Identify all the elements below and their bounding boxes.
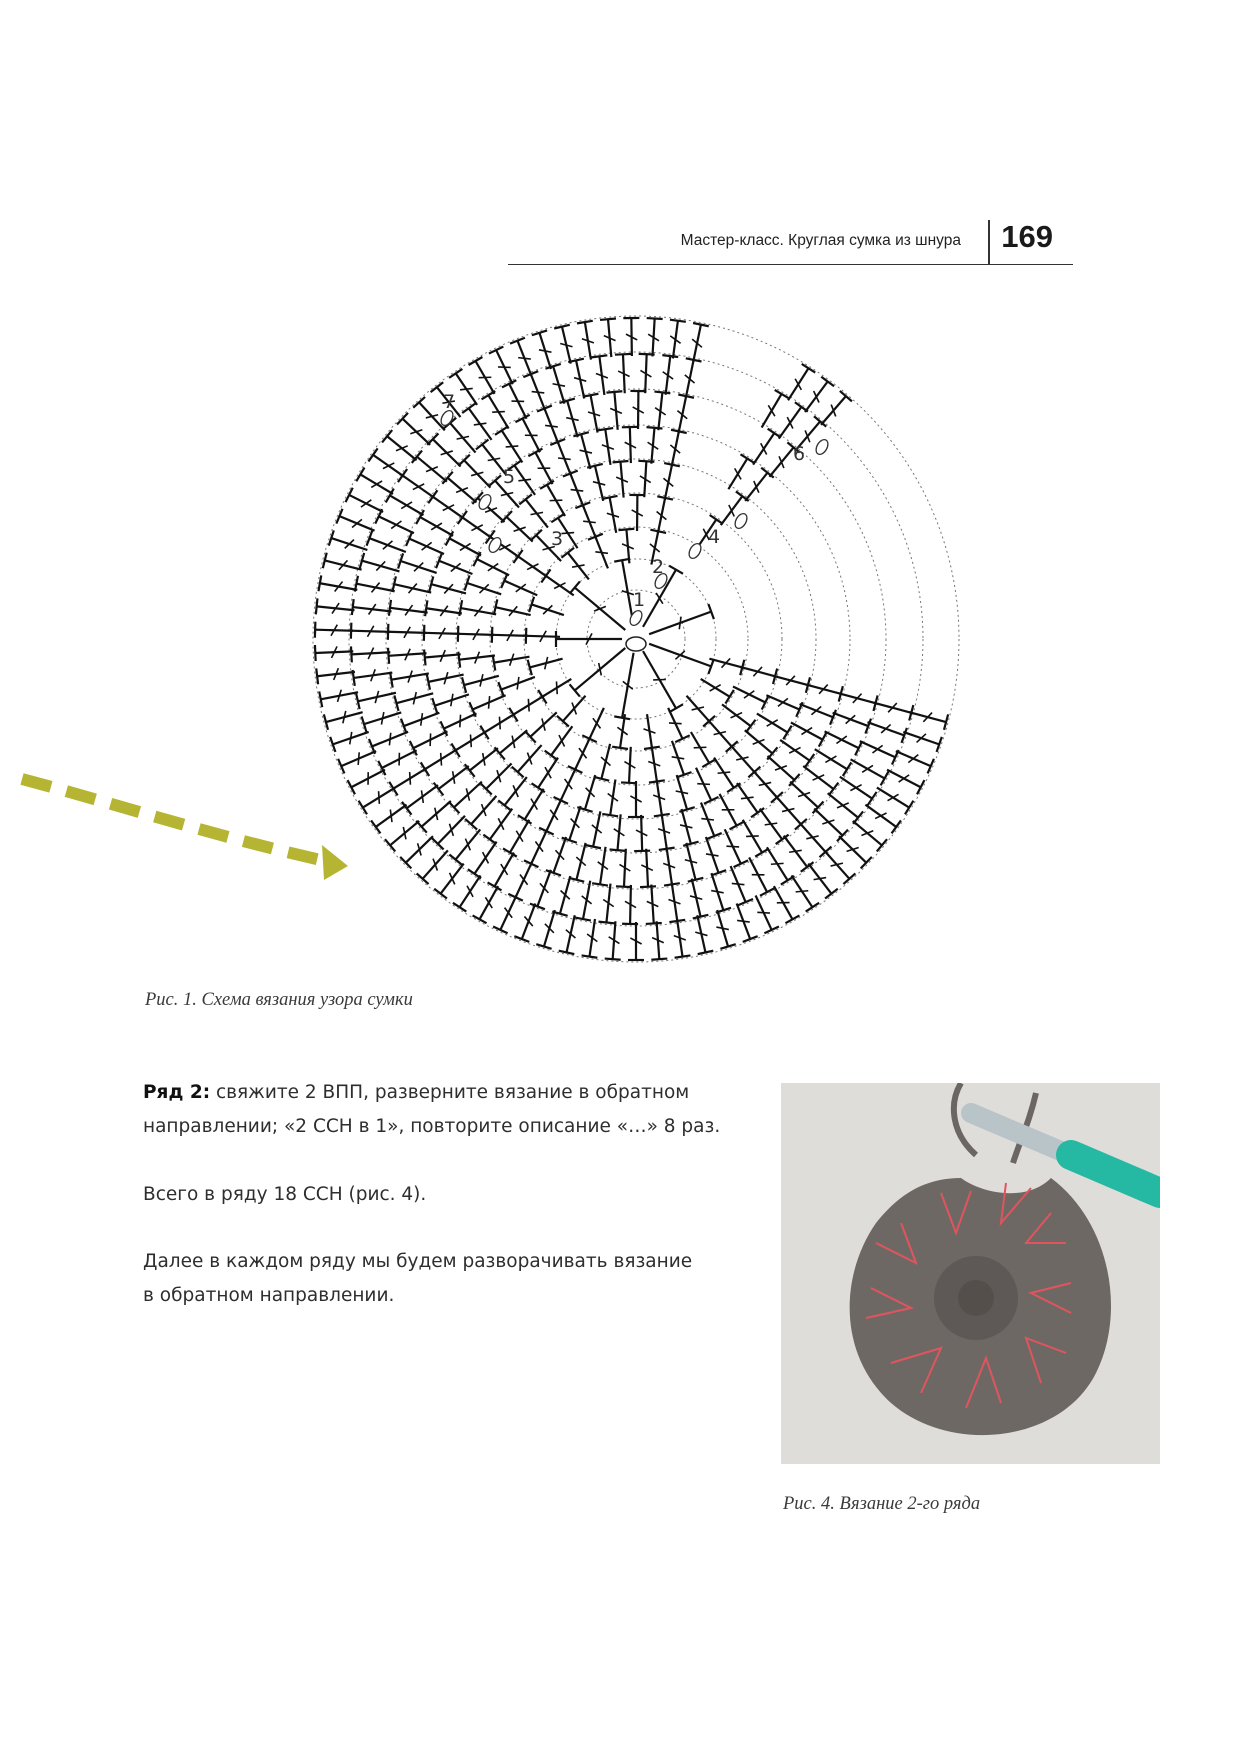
stitch-mark-87 — [811, 707, 821, 715]
stitch-top-33 — [621, 782, 637, 783]
stitch-top-30 — [702, 759, 716, 767]
stitch-mark-181 — [881, 725, 890, 734]
chain-symbols — [439, 409, 831, 651]
arrow-head — [322, 845, 348, 880]
stitch-top-51 — [710, 515, 723, 524]
stitch-top-198 — [575, 918, 591, 921]
page-number: 169 — [1001, 219, 1053, 254]
stitch-top-10 — [725, 690, 733, 704]
stitch-top-14 — [612, 747, 628, 749]
stitch-mark-293 — [460, 388, 473, 389]
stitch-top-204 — [449, 855, 461, 865]
stitch-mark-272 — [379, 791, 380, 804]
stitch-mark-210 — [389, 733, 390, 746]
stitch-top-245 — [892, 820, 901, 833]
stitch-mark-189 — [771, 863, 784, 864]
stitch-mark-223 — [426, 467, 438, 472]
stitch-mark-242 — [908, 755, 918, 763]
stitch-mark-253 — [737, 920, 750, 922]
stitch-top-233 — [615, 354, 631, 355]
row-2-text-line-1: свяжите 2 ВПП, разверните вязание в обратном — [210, 1082, 690, 1103]
stitch-mark-58 — [697, 784, 710, 785]
stitch-mark-108 — [451, 694, 453, 707]
stitch-mark-285 — [352, 519, 362, 527]
stitch-mark-152 — [453, 771, 455, 784]
stitch-symbols — [315, 318, 948, 960]
magic-ring — [626, 637, 646, 651]
stitch-top-214 — [351, 646, 352, 662]
dashed-arrow-shaft — [22, 779, 330, 862]
stitch-mark-57 — [718, 772, 731, 773]
stitch-mark-137 — [746, 836, 759, 837]
stitch-mark-185 — [837, 803, 849, 808]
stitch-top-243 — [917, 780, 924, 794]
stitch-mark-200 — [540, 883, 548, 893]
stitch-top-216 — [352, 599, 354, 615]
stitch-mark-155 — [421, 713, 423, 726]
chain-loop-4 — [733, 512, 750, 531]
row-label-2: 2 — [652, 556, 665, 578]
stitch-mark-153 — [441, 753, 442, 766]
stitch-mark-23 — [595, 552, 608, 553]
stitch-top-178 — [768, 429, 781, 438]
stitch-top-259 — [605, 959, 621, 960]
stitch-top-142 — [640, 886, 656, 887]
stitch-mark-16 — [572, 703, 576, 715]
stitch-mark-103 — [513, 785, 518, 797]
stitch-top-169 — [495, 426, 508, 435]
stitch-mark-169 — [506, 446, 519, 447]
row-label-5: 5 — [503, 466, 516, 488]
row-2-text-line-2: направлении; «2 ССН в 1», повторите описание «…» 8 раз. — [143, 1116, 721, 1137]
stitch-mark-30 — [694, 747, 707, 748]
stitch-top-110 — [424, 650, 425, 666]
stitch-mark-188 — [789, 850, 802, 852]
stitch-top-7 — [669, 566, 683, 574]
stitch-mark-138 — [726, 846, 739, 847]
paragraph-next — [143, 1245, 763, 1313]
knitting-photo-image — [781, 1083, 1160, 1464]
stitch-mark-271 — [390, 810, 392, 823]
stitch-mark-139 — [706, 854, 719, 856]
row-label-1: 1 — [633, 589, 646, 611]
stitch-mark-114 — [451, 563, 461, 571]
stitch-top-279 — [315, 645, 316, 661]
stitch-top-143 — [616, 886, 632, 887]
stitch-mark-55 — [753, 739, 765, 744]
stitch-top-305 — [802, 364, 815, 373]
stitch-top-62 — [602, 814, 618, 816]
stitch-mark-8 — [679, 617, 681, 630]
stitch-mark-12 — [669, 723, 682, 724]
stitch-top-190 — [760, 888, 774, 895]
stitch-top-256 — [675, 955, 691, 957]
stitch-top-250 — [806, 903, 819, 912]
stitch-top-132 — [843, 762, 851, 776]
stitch-mark-69 — [489, 696, 490, 709]
stitch-mark-263 — [524, 916, 532, 926]
stitch-mark-117 — [485, 508, 497, 512]
stitch-mark-66 — [527, 753, 531, 765]
stitch-mark-246 — [861, 831, 873, 836]
chain-loop-7 — [814, 438, 831, 457]
stitch-mark-168 — [488, 458, 501, 460]
stitch-top-294 — [469, 357, 483, 365]
stitch-top-278 — [316, 668, 318, 684]
stitch-top-120 — [528, 449, 542, 457]
stitch-mark-5 — [594, 606, 606, 611]
stitch-mark-38 — [528, 699, 529, 712]
stitch-top-202 — [488, 882, 502, 890]
stitch-top-103 — [498, 800, 511, 810]
stitch-mark-226 — [474, 423, 487, 425]
stitch-top-1 — [669, 704, 683, 712]
stitch-top-158 — [388, 648, 389, 664]
stitch-mark-0 — [675, 651, 684, 659]
stitch-mark-94 — [701, 819, 714, 820]
row-2-heading: Ряд 2: — [143, 1082, 211, 1103]
stitch-top-22 — [561, 548, 574, 558]
stitch-mark-208 — [410, 772, 411, 785]
stitch-mark-295 — [498, 367, 511, 368]
stitch-mark-17 — [556, 681, 557, 694]
stitch-top-232 — [591, 355, 607, 357]
stitch-mark-39 — [517, 677, 519, 690]
stitch-mark-250 — [796, 891, 809, 892]
stitch-mark-121 — [558, 458, 571, 459]
stitch-mark-192 — [711, 891, 724, 893]
stitch-top-266 — [453, 903, 466, 912]
stitch-mark-47 — [583, 521, 596, 522]
stitch-mark-31 — [672, 757, 685, 759]
stitch-top-36 — [545, 751, 558, 760]
crochet-chart — [0, 300, 1240, 980]
stitch-top-2 — [614, 716, 630, 719]
dashed-arrow-icon — [22, 779, 348, 880]
stitch-top-184 — [868, 792, 877, 805]
stitch-top-24 — [618, 529, 634, 530]
stitch-top-289 — [382, 430, 392, 442]
stitch-top-160 — [389, 600, 391, 616]
figure-1-caption: Рис. 1. Схема вязания узора сумки — [145, 990, 413, 1010]
stitch-top-300 — [600, 319, 616, 320]
stitch-top-235 — [662, 355, 678, 357]
stitch-mark-229 — [532, 392, 545, 393]
stitch-mark-307 — [831, 405, 836, 417]
stitch-top-157 — [390, 672, 393, 688]
stitch-top-267 — [434, 889, 447, 899]
stitch-mark-207 — [421, 790, 423, 803]
stitch-mark-179 — [779, 456, 784, 468]
stitch-top-102 — [518, 815, 532, 823]
stitch-top-6 — [614, 559, 630, 562]
stitch-mark-268 — [433, 859, 437, 871]
stitch-mark-249 — [814, 878, 827, 880]
stitch-mark-166 — [456, 488, 468, 493]
stitch-top-125 — [647, 427, 663, 428]
stitch-top-288 — [368, 448, 377, 461]
stitch-mark-90 — [775, 766, 787, 770]
next-text-line-2: в обратном направлении. — [143, 1285, 395, 1306]
paragraph-row-2 — [143, 1076, 763, 1144]
stitch-mark-105 — [483, 753, 485, 766]
stitch-top-82 — [613, 461, 629, 462]
stitch-mark-119 — [518, 479, 531, 481]
round-guides — [313, 316, 959, 962]
stitch-top-277 — [319, 691, 322, 707]
stitch-top-149 — [483, 835, 496, 844]
stitch-top-176 — [654, 392, 670, 394]
stitch-mark-204 — [465, 839, 470, 851]
stitch-top-54 — [783, 726, 791, 740]
stitch-top-251 — [785, 915, 799, 923]
stitch-top-98 — [610, 849, 626, 850]
stitch-top-281 — [316, 598, 318, 614]
stitch-top-195 — [646, 923, 662, 924]
stitch-mark-219 — [383, 541, 393, 549]
stitch-top-105 — [465, 764, 475, 777]
row-label-6: 6 — [793, 443, 806, 465]
stitch-top-127 — [740, 454, 754, 462]
row-label-3: 3 — [551, 528, 564, 550]
stitch-top-152 — [434, 783, 444, 796]
paragraph-total: Всего в ряду 18 ССН (рис. 4). — [143, 1184, 427, 1205]
stitch-mark-68 — [499, 717, 500, 730]
stitch-top-303 — [670, 320, 686, 322]
stitch-mark-252 — [757, 912, 770, 913]
row-number-labels — [443, 391, 805, 611]
stitch-top-89 — [805, 754, 814, 767]
stitch-top-112 — [425, 600, 427, 616]
stitch-top-272 — [359, 801, 367, 815]
stitch-top-271 — [371, 820, 380, 833]
stitch-top-144 — [592, 883, 608, 885]
stitch-top-40 — [493, 655, 496, 671]
stitch-mark-239 — [805, 430, 810, 442]
row-label-7: 7 — [443, 391, 456, 413]
stitch-mark-78 — [531, 512, 544, 514]
stitch-top-174 — [606, 391, 622, 392]
stitch-top-260 — [582, 955, 598, 957]
stitch-top-249 — [825, 889, 838, 899]
next-text-line-1: Далее в каждом ряду мы будем разворачивать вязание — [143, 1251, 693, 1272]
stitch-top-292 — [431, 382, 444, 392]
stitch-mark-22 — [572, 565, 585, 567]
stitch-mark-130 — [846, 715, 856, 723]
stitch-mark-150 — [482, 804, 486, 816]
stitch-mark-275 — [350, 732, 352, 745]
figure-4-caption: Рис. 4. Вязание 2-го ряда — [783, 1494, 981, 1514]
stitch-top-148 — [503, 848, 517, 856]
running-title: Мастер-класс. Круглая сумка из шнура — [680, 232, 961, 249]
stitch-top-286 — [346, 488, 353, 502]
stitch-top-28 — [746, 720, 756, 733]
stitch-top-78 — [519, 494, 532, 504]
stitch-mark-274 — [358, 752, 359, 765]
stitch-top-197 — [598, 922, 614, 924]
stitch-top-46 — [551, 514, 564, 523]
stitch-mark-46 — [561, 533, 574, 534]
stitch-mark-227 — [492, 412, 505, 413]
stitch-top-226 — [462, 404, 475, 413]
stitch-mark-128 — [754, 481, 759, 493]
row-label-4: 4 — [708, 526, 721, 548]
stitch-mark-106 — [470, 735, 471, 748]
stitch-top-244 — [905, 801, 913, 815]
stitch-mark-80 — [571, 490, 584, 491]
stitch-top-133 — [829, 783, 839, 796]
stitch-top-299 — [577, 321, 593, 324]
stitch-mark-289 — [396, 446, 408, 451]
stitch-top-293 — [449, 369, 462, 378]
stitch-mark-171 — [545, 425, 558, 426]
header-divider — [988, 220, 990, 264]
stitch-mark-107 — [460, 715, 461, 728]
figure-4-photo — [781, 1083, 1160, 1464]
stitch-top-257 — [651, 959, 667, 960]
round-guide-9 — [313, 316, 959, 962]
running-head — [508, 216, 1073, 265]
stitch-top-302 — [647, 318, 663, 319]
stitch-mark-296 — [518, 358, 531, 359]
stitch-mark-191 — [732, 883, 745, 884]
stitch-top-306 — [821, 377, 834, 387]
stitch-top-168 — [476, 440, 489, 450]
stitch-mark-53 — [778, 698, 788, 706]
stitch-mark-136 — [765, 823, 778, 825]
stitch-top-237 — [775, 390, 789, 398]
stitch-mark-92 — [741, 797, 754, 799]
